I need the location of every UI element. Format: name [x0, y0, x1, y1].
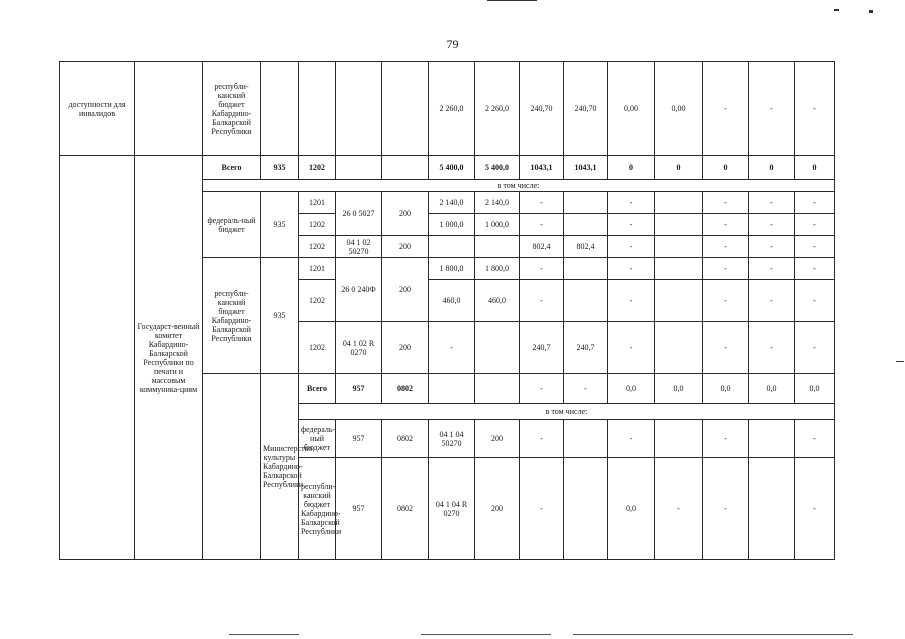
table-cell: 957 — [336, 420, 382, 458]
budget-table — [59, 61, 835, 560]
table-cell: - — [520, 192, 564, 214]
table-cell — [382, 156, 429, 180]
table-cell: 0,0 — [749, 374, 795, 404]
table-cell: 2 140,0 — [475, 192, 520, 214]
table-cell: Министерство культуры Кабардино-Балкарской Республики — [261, 374, 299, 560]
table-cell: - — [608, 214, 655, 236]
table-cell: - — [703, 258, 749, 280]
table-cell — [60, 156, 135, 560]
table-cell: 1202 — [299, 280, 336, 322]
table-cell: Всего — [203, 156, 261, 180]
table-cell — [564, 458, 608, 560]
table-cell: 26 0 240Ф — [336, 258, 382, 322]
table-cell: - — [429, 322, 475, 374]
table-cell — [655, 280, 703, 322]
table-cell: 240,70 — [564, 62, 608, 156]
bottom-rule — [573, 634, 853, 635]
table-cell: - — [703, 322, 749, 374]
table-cell: 2 260,0 — [475, 62, 520, 156]
table-cell: 0,00 — [608, 62, 655, 156]
table-cell: 0 — [703, 156, 749, 180]
table-cell: 200 — [382, 192, 429, 236]
table-cell: - — [520, 420, 564, 458]
table-cell — [655, 420, 703, 458]
table-cell: Всего — [299, 374, 336, 404]
table-cell: 460,0 — [429, 280, 475, 322]
table-cell: 0,0 — [703, 374, 749, 404]
table-cell: - — [703, 192, 749, 214]
table-cell — [749, 458, 795, 560]
table-cell — [655, 192, 703, 214]
table-cell: - — [564, 374, 608, 404]
scan-mark — [869, 10, 873, 13]
page-number: 79 — [446, 37, 459, 51]
table-cell: 0 — [749, 156, 795, 180]
table-cell — [261, 62, 299, 156]
table-cell: 0802 — [382, 458, 429, 560]
table-cell — [429, 236, 475, 258]
table-cell: 200 — [382, 322, 429, 374]
table-cell: 1 000,0 — [475, 214, 520, 236]
table-cell: - — [608, 322, 655, 374]
table-cell: - — [749, 236, 795, 258]
table-cell: 0 — [795, 156, 835, 180]
table-cell: 0,0 — [608, 458, 655, 560]
table-cell — [475, 236, 520, 258]
table-cell: - — [703, 280, 749, 322]
table-cell — [475, 374, 520, 404]
table-cell: 460,0 — [475, 280, 520, 322]
table-cell: - — [749, 322, 795, 374]
table-cell — [655, 258, 703, 280]
table-cell: - — [795, 62, 835, 156]
table-cell — [382, 62, 429, 156]
table-cell: - — [608, 192, 655, 214]
table-cell: - — [749, 280, 795, 322]
table-cell: 200 — [382, 236, 429, 258]
table-cell — [655, 236, 703, 258]
table-cell: 200 — [475, 458, 520, 560]
table-cell: 26 0 5027 — [336, 192, 382, 236]
table-cell — [749, 420, 795, 458]
table-cell: 04 1 04 50270 — [429, 420, 475, 458]
table-cell: 2 140,0 — [429, 192, 475, 214]
table-cell: 04 1 02 50270 — [336, 236, 382, 258]
table-cell: 200 — [475, 420, 520, 458]
table-cell: 240,7 — [520, 322, 564, 374]
table-cell — [429, 374, 475, 404]
table-cell: 2 260,0 — [429, 62, 475, 156]
table-cell: федераль-ный бюджет — [299, 420, 336, 458]
table-cell: - — [795, 322, 835, 374]
table-cell: 1201 — [299, 258, 336, 280]
table-cell: 1201 — [299, 192, 336, 214]
table-cell: 935 — [261, 156, 299, 180]
table-cell: - — [795, 458, 835, 560]
table-cell: в том числе: — [299, 404, 835, 420]
table-cell: - — [608, 420, 655, 458]
table-cell: - — [703, 458, 749, 560]
table-cell — [475, 322, 520, 374]
table-cell: 957 — [336, 458, 382, 560]
table-cell: - — [749, 62, 795, 156]
table-cell: доступности для инвалидов — [60, 62, 135, 156]
table-cell — [564, 420, 608, 458]
table-cell: 1 000,0 — [429, 214, 475, 236]
table-cell: 5 400,0 — [475, 156, 520, 180]
table-cell: - — [520, 214, 564, 236]
table-cell: 04 1 02 R 0270 — [336, 322, 382, 374]
table-cell: 1202 — [299, 156, 336, 180]
table-cell: - — [703, 214, 749, 236]
table-cell: 1 800,0 — [429, 258, 475, 280]
table-cell: республи-канский бюджет Кабардино-Балкарской Республики — [203, 258, 261, 374]
table-cell: 802,4 — [520, 236, 564, 258]
table-cell: - — [608, 280, 655, 322]
table-cell: 200 — [382, 258, 429, 322]
table-cell: 240,70 — [520, 62, 564, 156]
table-cell: - — [703, 236, 749, 258]
table-cell: - — [749, 192, 795, 214]
table-cell: 1043,1 — [520, 156, 564, 180]
table-cell: 0,0 — [608, 374, 655, 404]
table-cell — [336, 156, 382, 180]
scan-mark — [896, 361, 904, 362]
bottom-rule — [229, 634, 299, 635]
table-cell: 1202 — [299, 322, 336, 374]
table-cell: в том числе: — [203, 180, 835, 192]
table-cell: республи-канский бюджет Кабардино-Балкарской Республики — [203, 62, 261, 156]
table-cell: Государст-венный комитет Кабардино-Балкарской Республики по печати и массовым коммуника-циям — [135, 156, 203, 560]
table-cell: - — [795, 280, 835, 322]
table-row — [60, 156, 835, 180]
table-cell: 0,0 — [795, 374, 835, 404]
table-cell: - — [795, 214, 835, 236]
table-cell — [203, 374, 261, 560]
table-cell — [564, 214, 608, 236]
table-cell: 935 — [261, 258, 299, 374]
table-cell — [135, 62, 203, 156]
table-cell: 1202 — [299, 214, 336, 236]
bottom-rule — [421, 634, 551, 635]
scan-mark — [834, 9, 839, 11]
table-cell: 5 400,0 — [429, 156, 475, 180]
table-cell: - — [520, 458, 564, 560]
table-cell: 1202 — [299, 236, 336, 258]
table-cell: - — [703, 62, 749, 156]
table-cell — [564, 192, 608, 214]
table-cell: 1 800,0 — [475, 258, 520, 280]
table-cell: 935 — [261, 192, 299, 258]
table-cell: - — [520, 374, 564, 404]
table-cell: - — [608, 258, 655, 280]
table-cell — [564, 258, 608, 280]
table-cell — [299, 62, 336, 156]
table-cell: 04 1 04 R 0270 — [429, 458, 475, 560]
table-cell: - — [795, 258, 835, 280]
table-cell: - — [795, 236, 835, 258]
table-cell — [564, 280, 608, 322]
table-cell — [336, 62, 382, 156]
table-cell: 0 — [608, 156, 655, 180]
table-cell: федераль-ный бюджет — [203, 192, 261, 258]
table-cell: - — [520, 280, 564, 322]
scan-mark — [487, 0, 537, 1]
table-cell: - — [795, 420, 835, 458]
table-cell: - — [749, 214, 795, 236]
table-row — [60, 62, 835, 156]
table-cell: 0,0 — [655, 374, 703, 404]
table-cell: 0802 — [382, 374, 429, 404]
table-cell: 802,4 — [564, 236, 608, 258]
table-cell: - — [703, 420, 749, 458]
table-cell — [655, 214, 703, 236]
table-cell: - — [655, 458, 703, 560]
table-cell: - — [608, 236, 655, 258]
table-cell — [655, 322, 703, 374]
table-cell: - — [749, 258, 795, 280]
table-cell: 0,00 — [655, 62, 703, 156]
table-cell: - — [520, 258, 564, 280]
table-cell: - — [795, 192, 835, 214]
table-cell: 0 — [655, 156, 703, 180]
table-cell: 0802 — [382, 420, 429, 458]
table-cell: 240,7 — [564, 322, 608, 374]
table-cell: 1043,1 — [564, 156, 608, 180]
table-cell: 957 — [336, 374, 382, 404]
table-cell: республи-канский бюджет Кабардино-Балкарской Республики — [299, 458, 336, 560]
